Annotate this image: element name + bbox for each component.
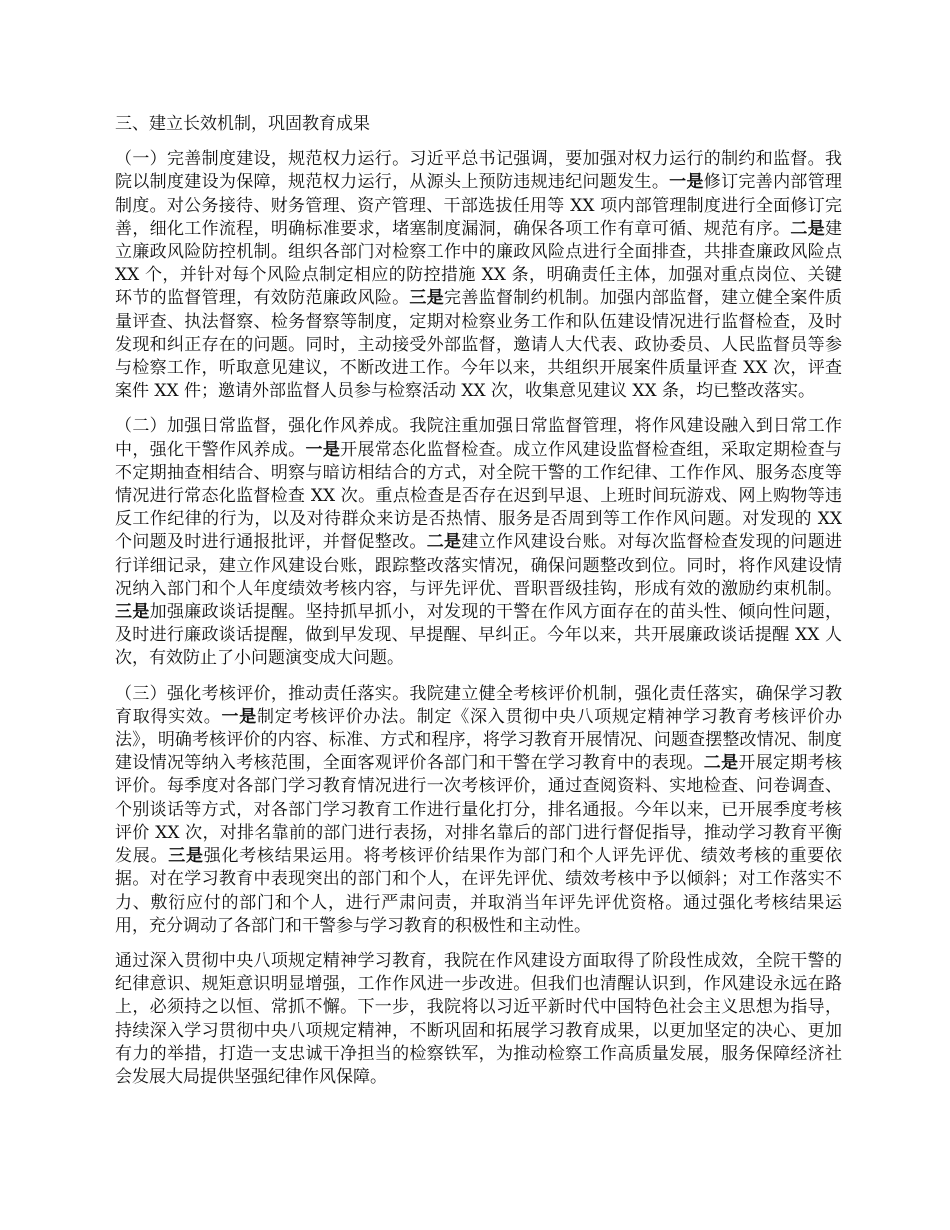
bold-marker-third: 三是: [115, 602, 150, 623]
paragraph-text: （二）加强日常监督，强化作风养成。我院注重加强日常监督管理，将作风建设融入到日常工作中，强化干警作风养成。: [115, 416, 842, 460]
paragraph-text: （三）强化考核评价，推动责任落实。我院建立健全考核评价机制，强化责任落实，确保学习教育取得实效。: [115, 683, 842, 727]
paragraph-text: 建立廉政风险防控机制。组织各部门对检察工作中的廉政风险点进行全面排查，共排查廉政风险点 XX 个，并针对每个风险点制定相应的防控措施 XX 条，明确责任主体，加强对重点岗位、关键环节的监督管理，有效防范廉政风险。: [115, 218, 843, 309]
paragraph-text: 通过深入贯彻中央八项规定精神学习教育，我院在作风建设方面取得了阶段性成效，全院干警的纪律意识、规矩意识明显增强，工作作风进一步改进。但我们也清醒认识到，作风建设永远在路上，必须持之以恒、常抓不懈。下一步，我院将以习近平新时代中国特色社会主义思想为指导，持续深入学习贯彻中央八项规定精神，不断巩固和拓展学习教育成果，以更加坚定的决心、更加有力的举措，打造一支忠诚干净担当的检察铁军，为推动检察工作高质量发展，服务保障经济社会发展大局提供坚强纪律作风保障。: [115, 950, 842, 1087]
paragraph-text: 强化考核结果运用。将考核评价结果作为部门和个人评先评优、绩效考核的重要依据。对在学习教育中表现突出的部门和个人，在评先评优、绩效考核中予以倾斜；对工作落实不力、敷衍应付的部门和个人，进行严肃问责，并取消当年评先评优资格。通过强化考核结果运用，充分调动了各部门和干警参与学习教育的积极性和主动性。: [115, 846, 842, 936]
bold-marker-first: 一是: [669, 172, 704, 193]
bold-marker-third: 三是: [409, 288, 445, 309]
bold-marker-first: 一是: [305, 439, 341, 460]
paragraph-assessment: [115, 683, 842, 938]
paragraph-text: 修订完善内部管理制度。对公务接待、财务管理、资产管理、干部选拔任用等 XX 项内部管理制度进行全面修订完善，细化工作流程，明确标准要求，堵塞制度漏洞，确保各项工作有章可循、规范有序。: [115, 172, 843, 239]
paragraph-text: 开展定期考核评价。每季度对各部门学习教育情况进行一次考核评价，通过查阅资料、实地检查、问卷调查、个别谈话等方式，对各部门学习教育工作进行量化打分，排名通报。今年以来，已开展季度考核评价 XX 次，对排名靠前的部门进行表扬，对排名靠后的部门进行督促指导，推动学习教育平衡发展。: [115, 753, 843, 867]
paragraph-text: 开展常态化监督检查。成立作风建设监督检查组，采取定期检查与不定期抽查相结合、明察与暗访相结合的方式，对全院干警的工作纪律、工作作风、服务态度等情况进行常态化监督检查 XX 次。重点检查是否存在迟到早退、上班时间玩游戏、网上购物等违反工作纪律的行为，以及对待群众来访是否热情、服务是否周到等工作作风问题。对发现的 XX 个问题及时进行通报批评，并督促整改。: [115, 439, 843, 553]
paragraph-daily-supervision: [115, 415, 842, 670]
bold-marker-second: 二是: [790, 218, 826, 239]
bold-marker-third: 三是: [168, 846, 204, 867]
document-page: [115, 113, 842, 1101]
paragraph-system-building: [115, 148, 842, 403]
section-heading: 三、建立长效机制，巩固教育成果: [115, 114, 370, 134]
paragraph-text: （一）完善制度建设，规范权力运行。习近平总书记强调，要加强对权力运行的制约和监督。我院以制度建设为保障，规范权力运行，从源头上预防违规违纪问题发生。: [115, 149, 842, 193]
paragraph-text: 加强廉政谈话提醒。坚持抓早抓小，对发现的干警在作风方面存在的苗头性、倾向性问题，及时进行廉政谈话提醒，做到早发现、早提醒、早纠正。今年以来，共开展廉政谈话提醒 XX 人次，有效防止了小问题演变成大问题。: [115, 602, 843, 669]
bold-marker-second: 二是: [703, 753, 739, 774]
bold-marker-first: 一是: [221, 706, 257, 727]
bold-marker-second: 二是: [426, 532, 462, 553]
paragraph-conclusion: [115, 950, 842, 1089]
paragraph-text: 完善监督制约机制。加强内部监督，建立健全案件质量评查、执法督察、检务督察等制度，定期对检察业务工作和队伍建设情况进行监督检查，及时发现和纠正存在的问题。同时，主动接受外部监督，邀请人大代表、政协委员、人民监督员等参与检察工作，听取意见建议，不断改进工作。今年以来，共组织开展案件质量评查 XX 次，评查案件 XX 件；邀请外部监督人员参与检察活动 XX 次，收集意见建议 XX 条，均已整改落实。: [115, 288, 843, 402]
paragraph-text: 建立作风建设台账。对每次监督检查发现的问题进行详细记录，建立作风建设台账，跟踪整改落实情况，确保问题整改到位。同时，将作风建设情况纳入部门和个人年度绩效考核内容，与评先评优、晋职晋级挂钩，形成有效的激励约束机制。: [115, 532, 843, 599]
paragraph-text: 制定考核评价办法。制定《深入贯彻中央八项规定精神学习教育考核评价办法》，明确考核评价的内容、标准、方式和程序，将学习教育开展情况、问题查摆整改情况、制度建设情况等纳入考核范围，全面客观评价各部门和干警在学习教育中的表现。: [115, 706, 842, 774]
